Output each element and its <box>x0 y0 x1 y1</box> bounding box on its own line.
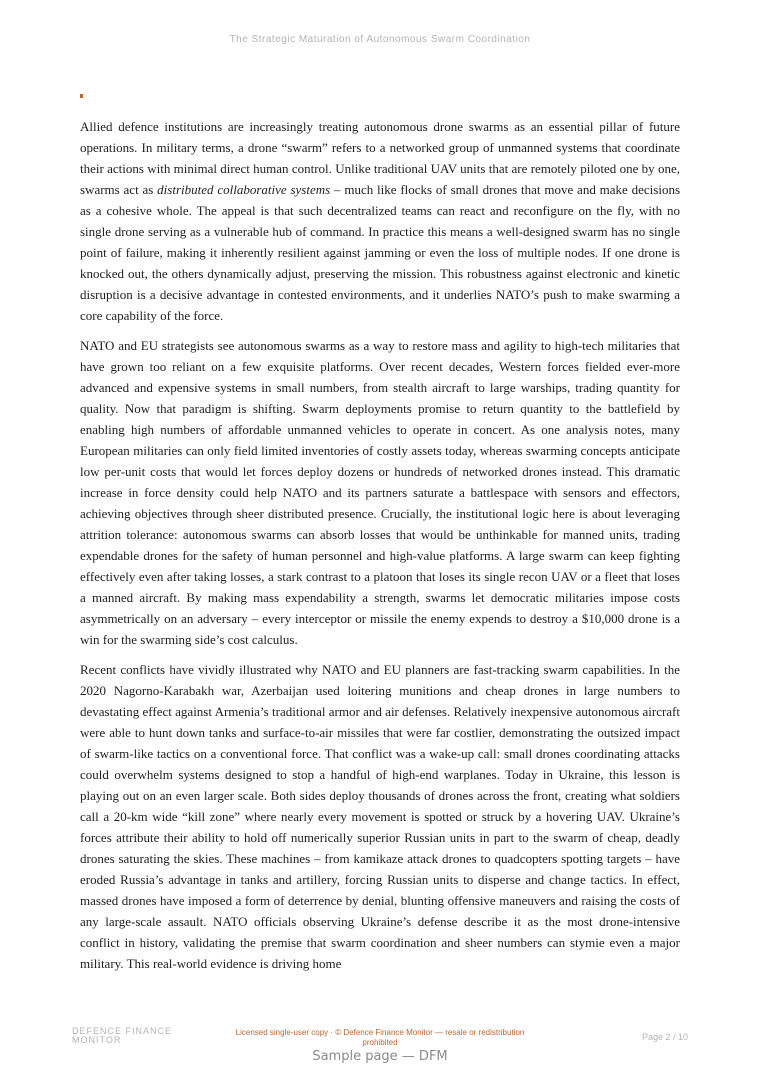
footer-brand <box>72 1027 202 1045</box>
footer-license: Licensed single-user copy · © Defence Finance Monitor — resale or redistribution prohibited <box>235 1028 525 1047</box>
footer-brand-line-2: MONITOR <box>72 1035 122 1045</box>
paragraph-3: Recent conflicts have vividly illustrated why NATO and EU planners are fast-tracking swarm capabilities. In the 2020 Nagorno-Karabakh war, Azerbaijan used loitering munitions and cheap drones in large numbers to devastating effect against Armenia’s traditional armor and air defenses. Relatively inexpensive autonomous aircraft were able to hunt down tanks and surface-to-air missiles that were far costlier, demonstrating the outsized impact of swarm-like tactics on a conventional force. That conflict was a wake-up call: small drones coordinating attacks could overwhelm systems designed to stop a handful of high-end warplanes. Today in Ukraine, this lesson is playing out on an even larger scale. Both sides deploy thousands of drones across the front, creating what soldiers call a 20-km wide “kill zone” where nearly every movement is spotted or struck by a hovering UAV. Ukraine’s forces attribute their ability to hold off numerically superior Russian units in part to the swarm of cheap, deadly drones saturating the skies. These machines – from kamikaze attack drones to quadcopters spotting targets – have eroded Russia’s advantage in tanks and artillery, forcing Russian units to disperse and change tactics. In effect, massed drones have imposed a form of deterrence by denial, blunting offensive maneuvers and raising the costs of any large-scale assault. NATO officials observing Ukraine’s defense describe it as the most drone-intensive conflict in history, validating the premise that swarm coordination and sheer numbers can stymie even a major military. This real-world evidence is driving home <box>80 662 680 971</box>
sample-page-label: Sample page — DFM <box>312 1049 448 1064</box>
paragraph-1 <box>80 116 680 326</box>
accent-mark <box>80 94 83 98</box>
footer-brand-line-1: DEFENCE FINANCE <box>72 1026 173 1036</box>
paragraph-2: NATO and EU strategists see autonomous swarms as a way to restore mass and agility to high-tech militaries that have grown too reliant on a few exquisite platforms. Over recent decades, Western forces fielded ever-more advanced and expensive systems in small numbers, from stealth aircraft to large warships, trading quantity for quality. Now that paradigm is shifting. Swarm deployments promise to return quantity to the battlefield by enabling high numbers of affordable unmanned vehicles to operate in concert. As one analysis notes, many European militaries can only field limited inventories of costly assets today, whereas swarming concepts anticipate low per-unit costs that would let forces deploy dozens or hundreds of networked drones instead. This dramatic increase in force density could help NATO and its partners saturate a battlespace with sensors and effectors, achieving objectives through sheer distributed presence. Crucially, the institutional logic here is about leveraging attrition tolerance: autonomous swarms can absorb losses that would be unthinkable for manned units, trading expendable drones for the safety of human personnel and high-value platforms. A large swarm can keep fighting effectively even after taking losses, a stark contrast to a platoon that loses its single recon UAV or a fleet that loses a manned aircraft. By making mass expendability a strength, swarms let democratic militaries impose costs asymmetrically on an adversary – every interceptor or missile the enemy expends to destroy a $10,000 drone is a win for the swarming side’s cost calculus. <box>80 338 680 647</box>
paragraph-1-text-b: – much like flocks of small drones that move and make decisions as a cohesive whole. The appeal is that such decentralized teams can react and reconfigure on the fly, with no single drone serving as a vulnerable hub of command. In practice this means a well-designed swarm has no single point of failure, making it inherently resilient against jamming or even the loss of multiple nodes. If one drone is knocked out, the others dynamically adjust, preserving the mission. This robustness against electronic and kinetic disruption is a decisive advantage in contested environments, and it underlies NATO’s push to make swarming a core capability of the force. <box>80 182 681 323</box>
paragraph-1-emphasis: distributed collaborative systems <box>157 182 331 197</box>
page-number: Page 2 / 10 <box>641 1032 688 1042</box>
paragraph-1-text-a: Allied defence institutions are increasingly treating autonomous drone swarms as an essential pillar of future operations. In military terms, a drone “swarm” refers to a networked group of unmanned systems that coordinate their actions with minimal direct human control. Unlike traditional UAV units that are remotely piloted one by one, swarms act as <box>80 119 680 197</box>
article-body <box>80 116 680 983</box>
running-header: The Strategic Maturation of Autonomous Swarm Coordination <box>229 34 531 45</box>
